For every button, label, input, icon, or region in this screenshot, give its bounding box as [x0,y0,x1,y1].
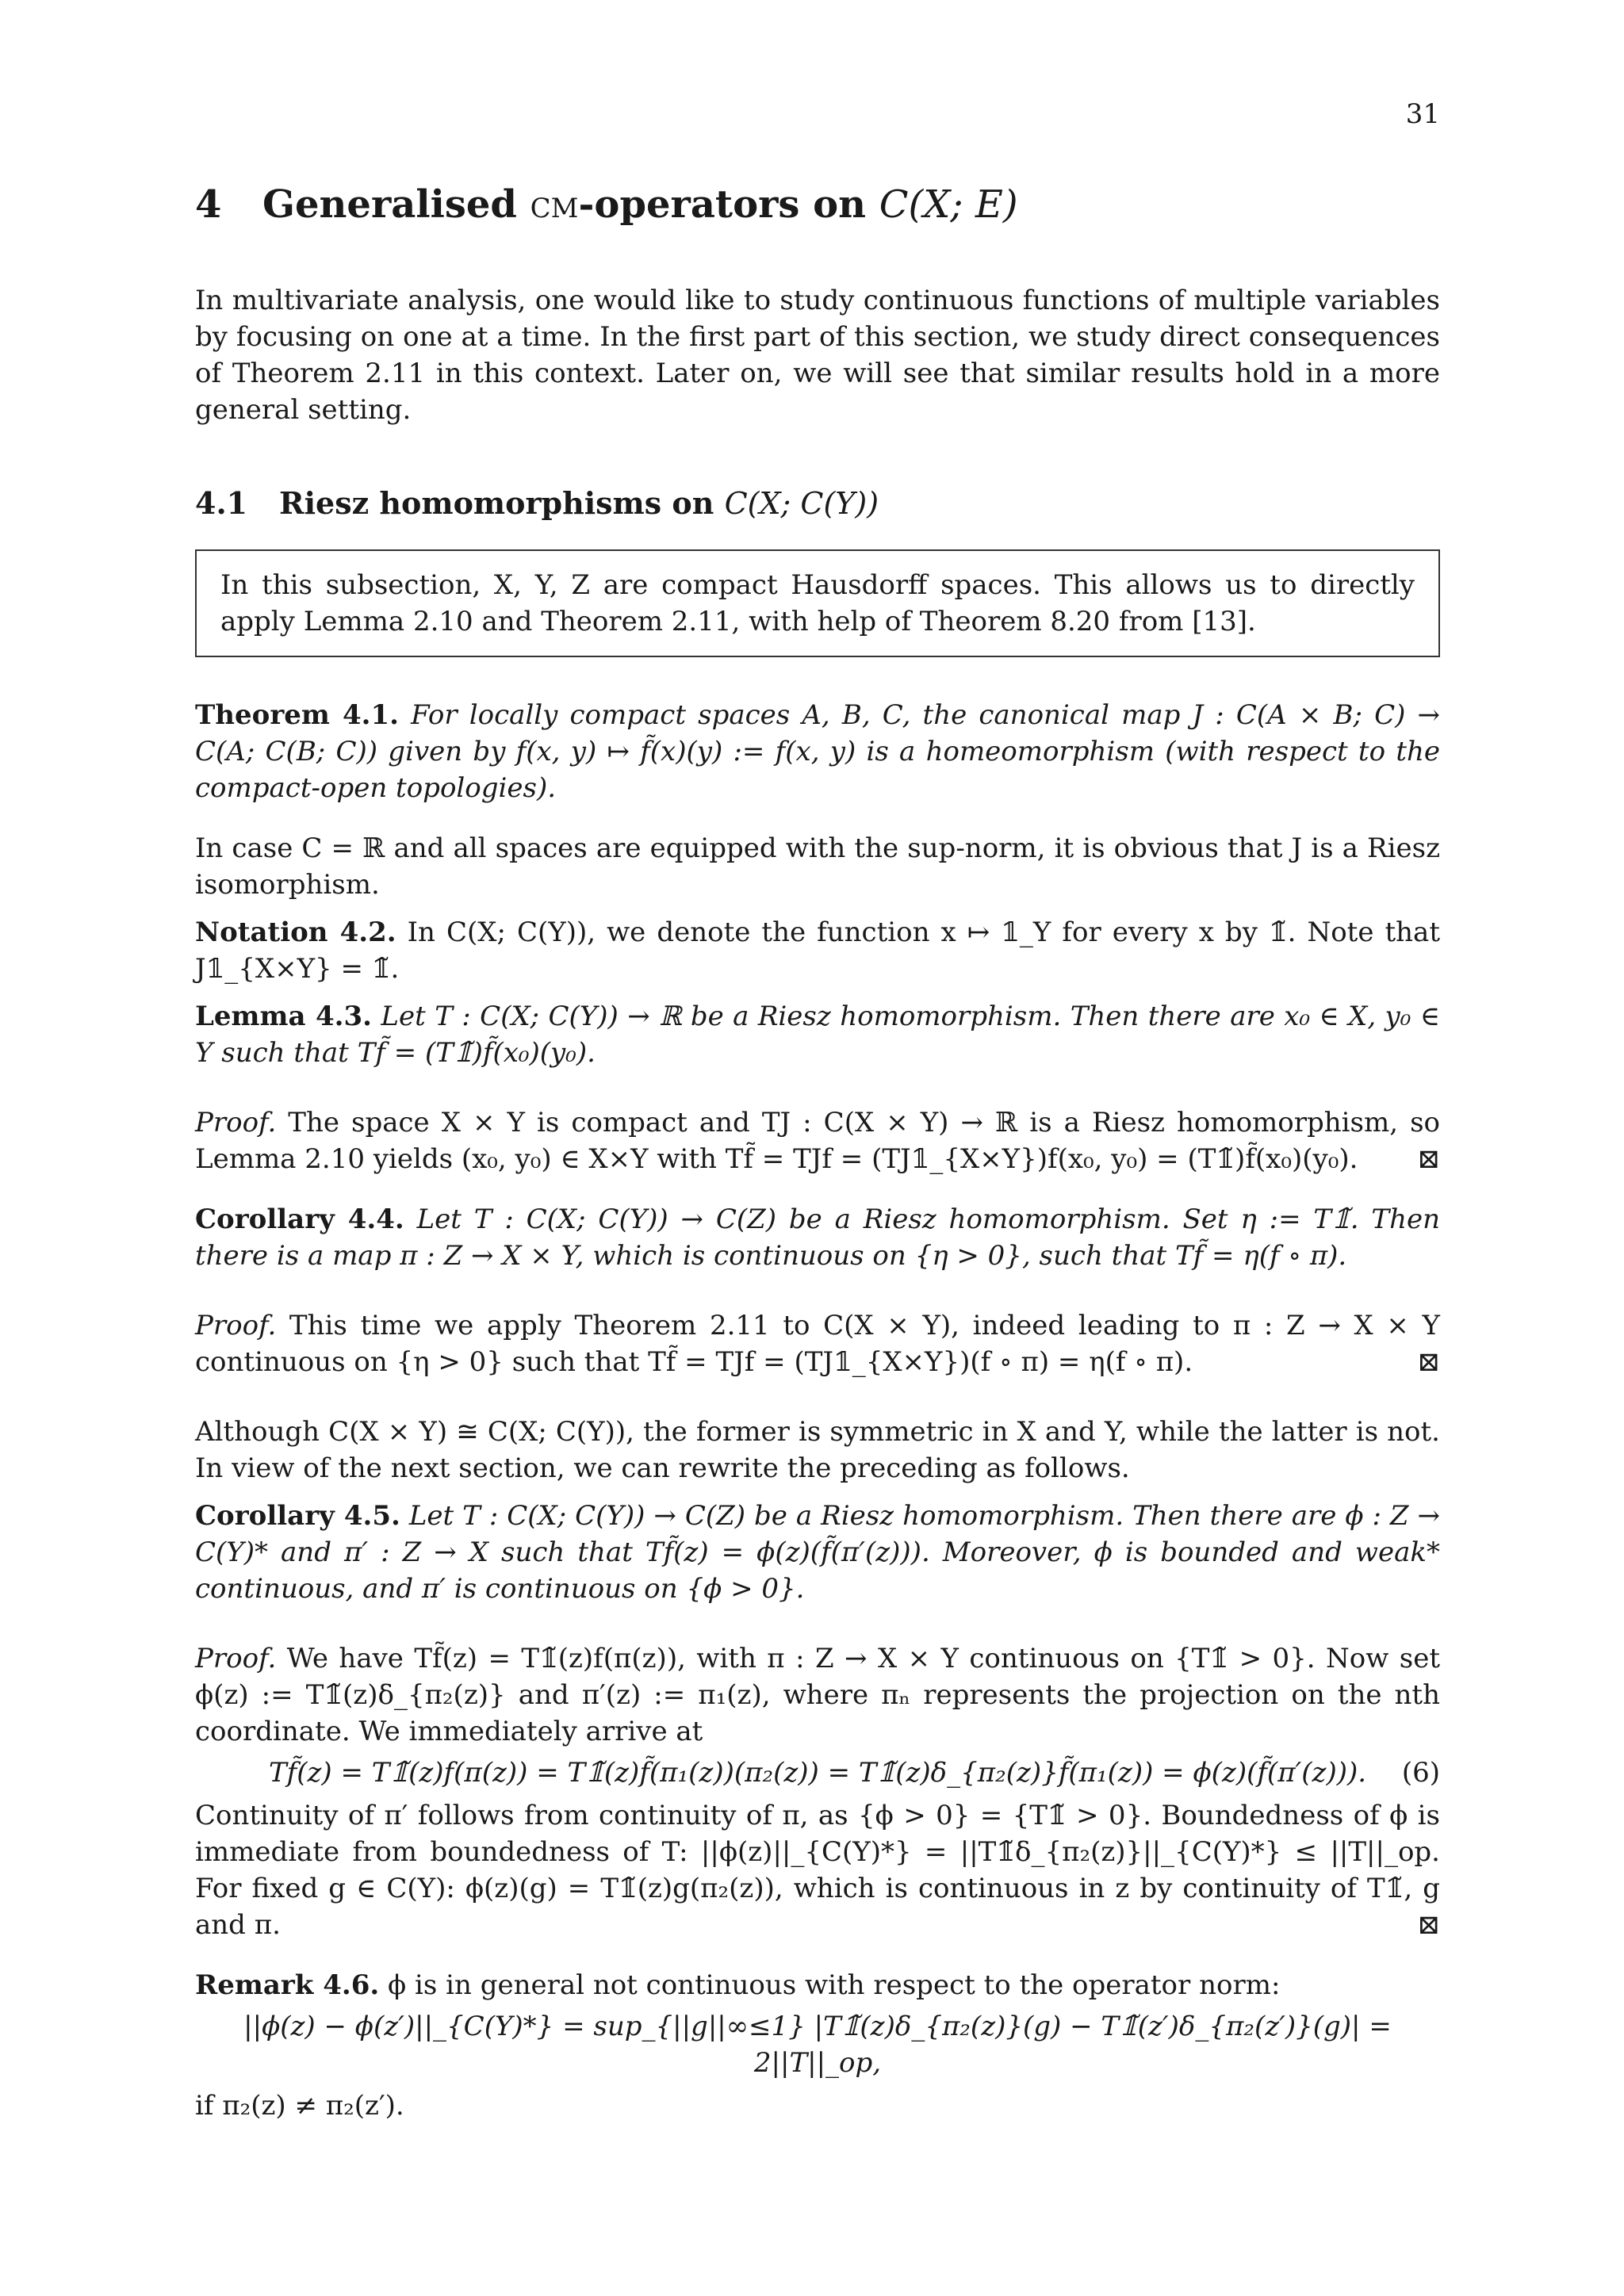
lemma-label: Lemma 4.3. [195,1001,372,1032]
section-number: 4 [195,182,222,227]
remark-text: ϕ is in general not continuous with respect to the operator norm: [388,1969,1281,2001]
lemma-4-3 [195,998,1440,1071]
notation-text: In C(X; C(Y)), we denote the function x ↦ 𝟙_Y for every x by 𝟙̃. Note that J𝟙_{X×Y} = 𝟙̃. [195,916,1440,985]
proof-text: We have Tf̃(z) = T𝟙̃(z)f(π(z)), with π : Z → X × Y continuous on {T𝟙̃ > 0}. Now set ϕ(z) := T𝟙̃(z)δ_{π₂(z)} and π′(z) := π₁(z), where πₙ represents the projection on the nth coordinate. We immediately arrive at [195,1643,1440,1747]
proof-lemma-4-3 [195,1104,1440,1177]
remark-tail: if π₂(z) ≠ π₂(z′). [195,2090,404,2122]
proof-corollary-4-4 [195,1307,1440,1380]
equation-6 [195,1755,1440,1791]
proof-corollary-4-5 [195,1640,1440,1750]
section-title-smallcaps: cm [530,182,579,227]
proof-label: Proof. [195,1310,277,1341]
proof-text: This time we apply Theorem 2.11 to C(X × Y), indeed leading to π : Z → X × Y continuous on {η > 0} such that Tf̃ = TJf = (TJ𝟙_{X×Y})(f ∘ π) = η(f ∘ π). [195,1310,1440,1378]
remark-4-6 [195,1967,1440,2003]
subsection-number: 4.1 [195,485,248,521]
equation-body: Tf̃(z) = T𝟙̃(z)f(π(z)) = T𝟙̃(z)f̃(π₁(z))(π₂(z)) = T𝟙̃(z)δ_{π₂(z)}f̃(π₁(z)) = ϕ(z)(f̃(π′(z))). [268,1757,1367,1789]
paragraph-although: Although C(X × Y) ≅ C(X; C(Y)), the former is symmetric in X and Y, while the latter is not. In view of the next section, we can rewrite the preceding as follows. [195,1416,1440,1484]
page-content [195,182,1440,2124]
equation-number: (6) [1401,1757,1440,1789]
proof-continuation-text: Continuity of π′ follows from continuity of π, as {ϕ > 0} = {T𝟙̃ > 0}. Boundedness of ϕ is immediate from boundedness of T: ||ϕ(z)||_{C(Y)*} = ||T𝟙̃δ_{π₂(z)}||_{C(Y)*} ≤ ||T||_op. For fixed g ∈ C(Y): ϕ(z)(g) = T𝟙̃(z)g(π₂(z)), which is continuous in z by continuity of T𝟙̃, g and π. [195,1800,1440,1941]
corollary-text: Let T : C(X; C(Y)) → C(Z) be a Riesz homomorphism. Set η := T𝟙̃. Then there is a map π : Z → X × Y, which is continuous on {η > 0}, such that Tf̃ = η(f ∘ π). [195,1203,1440,1272]
qed-symbol: ⊠ [1417,1346,1440,1378]
corollary-text: Let T : C(X; C(Y)) → C(Z) be a Riesz homomorphism. Then there are ϕ : Z → C(Y)* and π′ : Z → X such that Tf̃(z) = ϕ(z)(f̃(π′(z))). Moreover, ϕ is bounded and weak* continuous, and π′ is continuous on {ϕ > 0}. [195,1500,1441,1605]
section-title-pre: Generalised [262,182,530,227]
page-number: 31 [1405,98,1440,130]
remark-equation [195,2008,1440,2081]
theorem-4-1 [195,697,1440,806]
proof-continuation [195,1797,1440,1943]
proof-label: Proof. [195,1107,277,1138]
remark-equation-body: ||ϕ(z) − ϕ(z′)||_{C(Y)*} = sup_{||g||∞≤1} |T𝟙̃(z)δ_{π₂(z)}(g) − T𝟙̃(z′)δ_{π₂(z′)}(g)| = 2||T||_op, [243,2011,1392,2079]
notation-4-2 [195,914,1440,987]
section-heading [195,182,1440,227]
subsection-heading [195,485,1440,521]
paragraph-riesz-isomorphism: In case C = ℝ and all spaces are equipped with the sup-norm, it is obvious that J is a Riesz isomorphism. [195,832,1440,901]
notation-label: Notation 4.2. [195,916,396,948]
theorem-text: For locally compact spaces A, B, C, the canonical map J : C(A × B; C) → C(A; C(B; C)) given by f(x, y) ↦ f̃(x)(y) := f(x, y) is a homeomorphism (with respect to the compact-open topologies). [195,699,1440,804]
theorem-label: Theorem 4.1. [195,699,400,731]
subsection-title-text: Riesz homomorphisms on [279,485,725,521]
qed-symbol: ⊠ [1417,1909,1440,1941]
lemma-text: Let T : C(X; C(Y)) → ℝ be a Riesz homomorphism. Then there are x₀ ∈ X, y₀ ∈ Y such that Tf̃ = (T𝟙̃)f̃(x₀)(y₀). [195,1001,1440,1069]
subsection-assumption-box: In this subsection, X, Y, Z are compact Hausdorff spaces. This allows us to directly apply Lemma 2.10 and Theorem 2.11, with help of Theorem 8.20 from [13]. [195,549,1440,657]
subsection-title-math: C(X; C(Y)) [724,486,879,521]
proof-label: Proof. [195,1643,277,1674]
qed-symbol: ⊠ [1417,1143,1440,1175]
section-title-mid: -operators on [578,182,879,227]
intro-paragraph: In multivariate analysis, one would like to study continuous functions of multiple variables by focusing on one at a time. In the first part of this section, we study direct consequences of Theorem 2.11 in this context. Later on, we will see that similar results hold in a more general setting. [195,285,1440,426]
corollary-4-5 [195,1498,1440,1607]
corollary-label: Corollary 4.4. [195,1203,404,1235]
section-title-math: C(X; E) [879,182,1018,227]
corollary-label: Corollary 4.5. [195,1500,400,1532]
corollary-4-4 [195,1201,1440,1274]
remark-label: Remark 4.6. [195,1969,380,2001]
proof-text: The space X × Y is compact and TJ : C(X × Y) → ℝ is a Riesz homomorphism, so Lemma 2.10 yields (x₀, y₀) ∈ X×Y with Tf̃ = TJf = (TJ𝟙_{X×Y})f(x₀, y₀) = (T𝟙̃)f̃(x₀)(y₀). [195,1107,1440,1175]
